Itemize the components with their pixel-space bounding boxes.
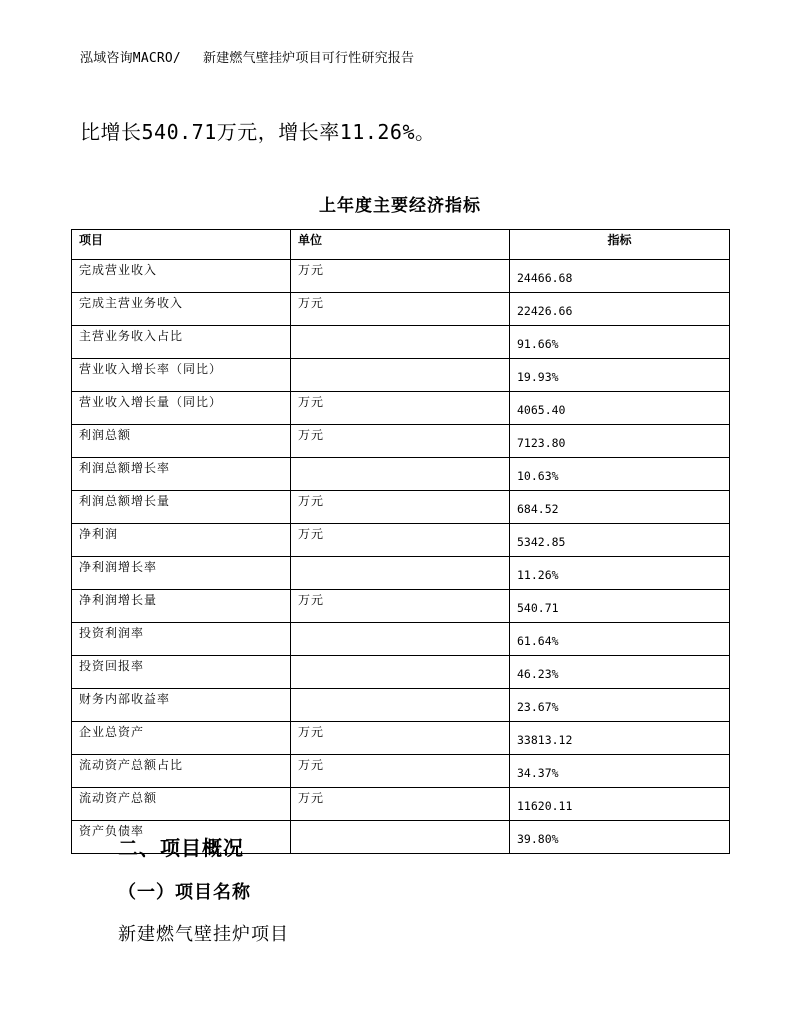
cell-unit: 万元	[291, 755, 510, 788]
header-company: 泓域咨询MACRO/	[80, 51, 181, 66]
cell-item: 投资利润率	[72, 623, 291, 656]
cell-item: 财务内部收益率	[72, 689, 291, 722]
table-row	[72, 491, 730, 524]
cell-unit: 万元	[291, 392, 510, 425]
cell-value: 22426.66	[510, 293, 730, 326]
column-header-unit: 单位	[291, 230, 510, 260]
header-doc-title: 新建燃气壁挂炉项目可行性研究报告	[202, 51, 415, 66]
cell-unit	[291, 326, 510, 359]
cell-unit	[291, 458, 510, 491]
cell-unit: 万元	[291, 722, 510, 755]
table-header-row	[72, 230, 730, 260]
section-subheading: （一）项目名称	[118, 882, 251, 903]
column-header-item: 项目	[72, 230, 291, 260]
cell-item: 净利润	[72, 524, 291, 557]
cell-item: 利润总额增长率	[72, 458, 291, 491]
cell-item: 资产负债率	[72, 821, 291, 854]
table-row	[72, 359, 730, 392]
table-row	[72, 755, 730, 788]
cell-value: 33813.12	[510, 722, 730, 755]
cell-unit: 万元	[291, 788, 510, 821]
cell-item: 净利润增长量	[72, 590, 291, 623]
cell-value: 91.66%	[510, 326, 730, 359]
cell-value: 540.71	[510, 590, 730, 623]
cell-unit	[291, 821, 510, 854]
cell-unit	[291, 623, 510, 656]
cell-item: 完成主营业务收入	[72, 293, 291, 326]
cell-value: 10.63%	[510, 458, 730, 491]
cell-unit: 万元	[291, 260, 510, 293]
section-heading: 二、项目概况	[118, 836, 244, 860]
cell-unit: 万元	[291, 491, 510, 524]
cell-value: 7123.80	[510, 425, 730, 458]
cell-value: 61.64%	[510, 623, 730, 656]
cell-item: 流动资产总额	[72, 788, 291, 821]
cell-value: 34.37%	[510, 755, 730, 788]
cell-item: 利润总额增长量	[72, 491, 291, 524]
cell-unit: 万元	[291, 425, 510, 458]
cell-value: 19.93%	[510, 359, 730, 392]
cell-unit: 万元	[291, 524, 510, 557]
cell-item: 流动资产总额占比	[72, 755, 291, 788]
cell-unit	[291, 689, 510, 722]
cell-value: 24466.68	[510, 260, 730, 293]
table-row	[72, 458, 730, 491]
table-row	[72, 590, 730, 623]
table-body	[72, 260, 730, 854]
cell-item: 净利润增长率	[72, 557, 291, 590]
cell-unit	[291, 656, 510, 689]
cell-value: 4065.40	[510, 392, 730, 425]
cell-unit	[291, 359, 510, 392]
table-row	[72, 326, 730, 359]
economic-indicators-table	[71, 229, 730, 854]
lead-paragraph: 比增长540.71万元，增长率11.26%。	[80, 120, 436, 144]
table-row	[72, 689, 730, 722]
cell-item: 主营业务收入占比	[72, 326, 291, 359]
table-row	[72, 722, 730, 755]
column-header-value: 指标	[510, 230, 730, 260]
cell-value: 11.26%	[510, 557, 730, 590]
cell-value: 39.80%	[510, 821, 730, 854]
cell-value: 11620.11	[510, 788, 730, 821]
cell-item: 企业总资产	[72, 722, 291, 755]
table-row	[72, 788, 730, 821]
cell-item: 营业收入增长量（同比）	[72, 392, 291, 425]
cell-unit: 万元	[291, 590, 510, 623]
cell-value: 5342.85	[510, 524, 730, 557]
cell-unit: 万元	[291, 293, 510, 326]
cell-item: 营业收入增长率（同比）	[72, 359, 291, 392]
cell-unit	[291, 557, 510, 590]
table-row	[72, 260, 730, 293]
table-row	[72, 425, 730, 458]
table-row	[72, 557, 730, 590]
cell-item: 利润总额	[72, 425, 291, 458]
table-row	[72, 293, 730, 326]
table-title: 上年度主要经济指标	[319, 196, 481, 216]
cell-item: 完成营业收入	[72, 260, 291, 293]
cell-value: 684.52	[510, 491, 730, 524]
project-name-text: 新建燃气壁挂炉项目	[118, 924, 289, 945]
table-row	[72, 656, 730, 689]
table-row	[72, 524, 730, 557]
page-header	[80, 47, 414, 66]
cell-value: 46.23%	[510, 656, 730, 689]
table-row	[72, 392, 730, 425]
cell-value: 23.67%	[510, 689, 730, 722]
table-row	[72, 623, 730, 656]
cell-item: 投资回报率	[72, 656, 291, 689]
